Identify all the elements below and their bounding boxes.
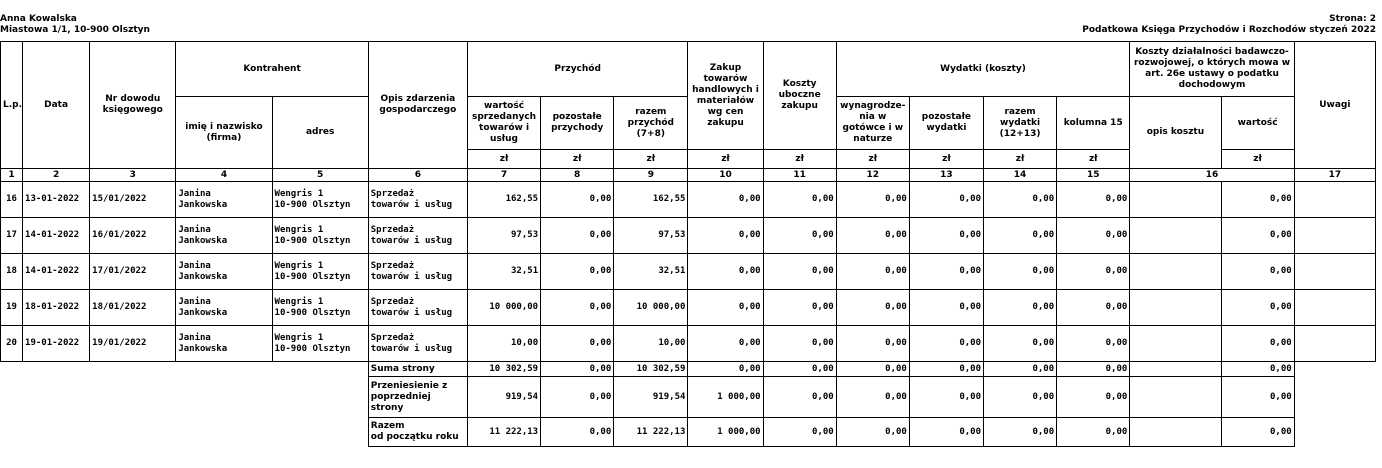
cell-c7: 919,54 [467,377,540,418]
col-number: 1 [1,169,23,182]
cell-c10: 0,00 [688,182,763,218]
cell-c11: 0,00 [763,218,836,254]
cell-c13: 0,00 [909,182,983,218]
col-number: 4 [176,169,272,182]
cell-c15: 0,00 [1057,362,1130,377]
cell-c13: 0,00 [909,218,983,254]
cell-c10: 0,00 [688,362,763,377]
cell-date: 18-01-2022 [23,290,90,326]
cell-c16b: 0,00 [1221,326,1294,362]
book-info [1082,14,1376,36]
totals-row-przeniesienie [1,377,1376,418]
cell-c14: 0,00 [984,254,1057,290]
cell-c12: 0,00 [836,254,909,290]
table-row [1,182,1376,218]
cell-c14: 0,00 [984,218,1057,254]
cell-c16b: 0,00 [1221,254,1294,290]
cell-contractor-address [272,326,368,362]
col-nr-header: Nr dowodu księgowego [90,42,176,169]
cell-description-line1: Sprzedaż [370,188,415,199]
cell-uwagi [1294,182,1375,218]
cell-c16b: 0,00 [1221,418,1294,447]
cell-c10: 0,00 [688,218,763,254]
totals-spacer [1,418,369,447]
cell-c15: 0,00 [1057,218,1130,254]
col-number: 17 [1294,169,1375,182]
cell-c8: 0,00 [541,254,614,290]
cell-doc-number: 15/01/2022 [90,182,176,218]
totals-spacer [1,362,369,377]
cell-contractor-name-line2: Jankowska [178,235,228,246]
ledger-body [1,182,1376,362]
table-row [1,254,1376,290]
table-row [1,290,1376,326]
cell-description-line1: Sprzedaż [370,224,415,235]
cell-doc-number: 17/01/2022 [90,254,176,290]
cell-c16a [1130,290,1221,326]
cell-date: 19-01-2022 [23,326,90,362]
col-data-header: Data [23,42,90,169]
cell-contractor-name [176,290,272,326]
totals-spacer [1294,377,1375,418]
cell-description [368,326,467,362]
col-zakup-header: Zakup towarów handlowych i materiałów wg cen zakupu [688,42,763,150]
cell-c7: 11 222,13 [467,418,540,447]
cell-uwagi [1294,326,1375,362]
col-wydatki-header: Wydatki (koszty) [836,42,1130,97]
cell-c10: 0,00 [688,326,763,362]
cell-c10: 0,00 [688,254,763,290]
cell-contractor-name-line2: Jankowska [178,271,228,282]
cell-lp: 16 [1,182,23,218]
col-number: 2 [23,169,90,182]
cell-doc-number: 16/01/2022 [90,218,176,254]
totals-label-line1: Razem [370,421,405,431]
cell-c15: 0,00 [1057,290,1130,326]
col-koszty-br-header: Koszty działalności badawczo-rozwojowej, o których mowa w art. 26e ustawy o podatku dochodowym [1130,42,1294,97]
col-pozostale-przychody-header: pozostałe przychody [541,97,614,150]
cell-contractor-address [272,218,368,254]
unit-c14: zł [984,150,1057,169]
col-razem-wydatki-header: razem wydatki (12+13) [984,97,1057,150]
col-kontrahent-header: Kontrahent [176,42,368,97]
cell-description-line1: Sprzedaż [370,260,415,271]
col-pozostale-wydatki-header: pozostałe wydatki [909,97,983,150]
cell-c11: 0,00 [763,418,836,447]
cell-c7: 162,55 [467,182,540,218]
cell-c9: 32,51 [614,254,688,290]
cell-c8: 0,00 [541,418,614,447]
book-title: Podatkowa Księga Przychodów i Rozchodów styczeń 2022 [1082,25,1376,35]
cell-contractor-address-line2: 10-900 Olsztyn [274,343,351,354]
cell-c16b: 0,00 [1221,377,1294,418]
col-number: 7 [467,169,540,182]
cell-c10: 0,00 [688,290,763,326]
cell-c16b: 0,00 [1221,218,1294,254]
col-wartosc-sprzedanych-header: wartość sprzedanych towarów i usług [467,97,540,150]
cell-description-line2: towarów i usług [370,271,453,282]
totals-label [368,418,467,447]
col-opis-kosztu-header: opis kosztu [1130,97,1221,169]
cell-contractor-name-line1: Janina [178,296,211,307]
col-number: 15 [1057,169,1130,182]
column-numbers-row [1,169,1376,182]
cell-uwagi [1294,290,1375,326]
cell-contractor-address [272,182,368,218]
cell-c12: 0,00 [836,326,909,362]
unit-c10: zł [688,150,763,169]
cell-c12: 0,00 [836,377,909,418]
cell-c12: 0,00 [836,290,909,326]
owner-address: Miastowa 1/1, 10-900 Olsztyn [0,25,150,35]
totals-row-razem [1,418,1376,447]
cell-c15: 0,00 [1057,377,1130,418]
cell-doc-number: 18/01/2022 [90,290,176,326]
cell-c11: 0,00 [763,377,836,418]
cell-description-line1: Sprzedaż [370,296,415,307]
totals-label-line2: od początku roku [370,432,459,442]
cell-description [368,254,467,290]
col-imie-header: imię i nazwisko (firma) [176,97,272,169]
cell-contractor-name [176,254,272,290]
cell-description-line2: towarów i usług [370,343,453,354]
unit-c16b: zł [1221,150,1294,169]
col-wartosc-header: wartość [1221,97,1294,150]
cell-c16a [1130,218,1221,254]
cell-contractor-address-line1: Wengris 1 [274,260,324,271]
totals-label: Przeniesienie z poprzedniej strony [368,377,467,418]
cell-c9: 10 302,59 [614,362,688,377]
totals-spacer [1294,418,1375,447]
col-opis-header: Opis zdarzenia gospodarczego [368,42,467,169]
cell-contractor-name [176,218,272,254]
cell-contractor-name [176,326,272,362]
cell-description-line2: towarów i usług [370,307,453,318]
cell-c15: 0,00 [1057,418,1130,447]
cell-uwagi [1294,218,1375,254]
cell-c7: 32,51 [467,254,540,290]
cell-c16b: 0,00 [1221,182,1294,218]
cell-c13: 0,00 [909,290,983,326]
col-adres-header: adres [272,97,368,169]
cell-c15: 0,00 [1057,326,1130,362]
cell-date: 14-01-2022 [23,254,90,290]
cell-c7: 10,00 [467,326,540,362]
cell-doc-number: 19/01/2022 [90,326,176,362]
cell-lp: 18 [1,254,23,290]
unit-c11: zł [763,150,836,169]
cell-c8: 0,00 [541,362,614,377]
cell-contractor-address [272,254,368,290]
col-number: 11 [763,169,836,182]
cell-c13: 0,00 [909,362,983,377]
cell-c13: 0,00 [909,377,983,418]
cell-c11: 0,00 [763,182,836,218]
cell-contractor-name-line1: Janina [178,188,211,199]
col-number: 13 [909,169,983,182]
cell-contractor-name-line2: Jankowska [178,307,228,318]
cell-c16a [1130,182,1221,218]
cell-c8: 0,00 [541,290,614,326]
cell-c13: 0,00 [909,418,983,447]
cell-c9: 10 000,00 [614,290,688,326]
cell-uwagi [1294,254,1375,290]
cell-c15: 0,00 [1057,182,1130,218]
cell-c11: 0,00 [763,254,836,290]
cell-contractor-name-line1: Janina [178,224,211,235]
table-row [1,326,1376,362]
cell-contractor-address-line2: 10-900 Olsztyn [274,307,351,318]
cell-c7: 10 302,59 [467,362,540,377]
col-number: 12 [836,169,909,182]
col-number: 6 [368,169,467,182]
cell-c14: 0,00 [984,182,1057,218]
cell-date: 14-01-2022 [23,218,90,254]
col-lp-header: L.p. [1,42,23,169]
col-kolumna15-header: kolumna 15 [1057,97,1130,150]
cell-c16a [1130,418,1221,447]
cell-c7: 10 000,00 [467,290,540,326]
cell-contractor-name-line1: Janina [178,332,211,343]
cell-c13: 0,00 [909,254,983,290]
cell-c12: 0,00 [836,182,909,218]
cell-contractor-address [272,290,368,326]
col-uwagi-header: Uwagi [1294,42,1375,169]
cell-lp: 20 [1,326,23,362]
cell-c11: 0,00 [763,326,836,362]
unit-c13: zł [909,150,983,169]
unit-c15: zł [1057,150,1130,169]
cell-description-line2: towarów i usług [370,235,453,246]
col-number: 16 [1130,169,1294,182]
cell-c13: 0,00 [909,326,983,362]
cell-c9: 97,53 [614,218,688,254]
ledger-table [0,41,1376,447]
unit-c9: zł [614,150,688,169]
cell-c9: 11 222,13 [614,418,688,447]
cell-contractor-name-line1: Janina [178,260,211,271]
cell-c12: 0,00 [836,362,909,377]
totals-spacer [1,377,369,418]
cell-c16a [1130,377,1221,418]
cell-c8: 0,00 [541,182,614,218]
cell-c16b: 0,00 [1221,290,1294,326]
col-number: 14 [984,169,1057,182]
cell-c14: 0,00 [984,290,1057,326]
col-wynagrodzenia-header: wynagrodze-nia w gotówce i w naturze [836,97,909,150]
cell-description-line1: Sprzedaż [370,332,415,343]
totals-spacer [1294,362,1375,377]
col-koszty-uboczne-header: Koszty uboczne zakupu [763,42,836,150]
cell-lp: 19 [1,290,23,326]
cell-lp: 17 [1,218,23,254]
cell-c8: 0,00 [541,326,614,362]
cell-c7: 97,53 [467,218,540,254]
col-number: 3 [90,169,176,182]
col-razem-przychod-header: razem przychód (7+8) [614,97,688,150]
cell-date: 13-01-2022 [23,182,90,218]
cell-c10: 1 000,00 [688,418,763,447]
cell-description [368,290,467,326]
page-number: Strona: 2 [1329,14,1376,24]
cell-contractor-address-line1: Wengris 1 [274,188,324,199]
cell-c16a [1130,362,1221,377]
cell-contractor-address-line1: Wengris 1 [274,332,324,343]
col-number: 9 [614,169,688,182]
cell-c10: 1 000,00 [688,377,763,418]
col-number: 10 [688,169,763,182]
cell-c16a [1130,254,1221,290]
cell-c12: 0,00 [836,418,909,447]
cell-contractor-address-line2: 10-900 Olsztyn [274,271,351,282]
table-row [1,218,1376,254]
cell-description [368,182,467,218]
cell-c9: 10,00 [614,326,688,362]
unit-c7: zł [467,150,540,169]
cell-c8: 0,00 [541,377,614,418]
cell-c8: 0,00 [541,218,614,254]
cell-contractor-name [176,182,272,218]
cell-c16a [1130,326,1221,362]
cell-c14: 0,00 [984,418,1057,447]
cell-c14: 0,00 [984,377,1057,418]
cell-c9: 919,54 [614,377,688,418]
cell-contractor-address-line2: 10-900 Olsztyn [274,235,351,246]
cell-contractor-address-line1: Wengris 1 [274,224,324,235]
cell-description-line2: towarów i usług [370,199,453,210]
unit-c8: zł [541,150,614,169]
cell-c14: 0,00 [984,326,1057,362]
cell-c12: 0,00 [836,218,909,254]
cell-c14: 0,00 [984,362,1057,377]
totals-row-suma [1,362,1376,377]
cell-c9: 162,55 [614,182,688,218]
cell-contractor-address-line2: 10-900 Olsztyn [274,199,351,210]
owner-info [0,14,150,36]
cell-c11: 0,00 [763,290,836,326]
totals-label: Suma strony [368,362,467,377]
cell-c16b: 0,00 [1221,362,1294,377]
unit-c12: zł [836,150,909,169]
owner-name: Anna Kowalska [0,14,77,24]
cell-c15: 0,00 [1057,254,1130,290]
col-number: 8 [541,169,614,182]
col-przychod-header: Przychód [467,42,687,97]
ledger-totals [1,362,1376,447]
cell-contractor-name-line2: Jankowska [178,199,228,210]
col-number: 5 [272,169,368,182]
cell-c11: 0,00 [763,362,836,377]
cell-description [368,218,467,254]
cell-contractor-address-line1: Wengris 1 [274,296,324,307]
cell-contractor-name-line2: Jankowska [178,343,228,354]
